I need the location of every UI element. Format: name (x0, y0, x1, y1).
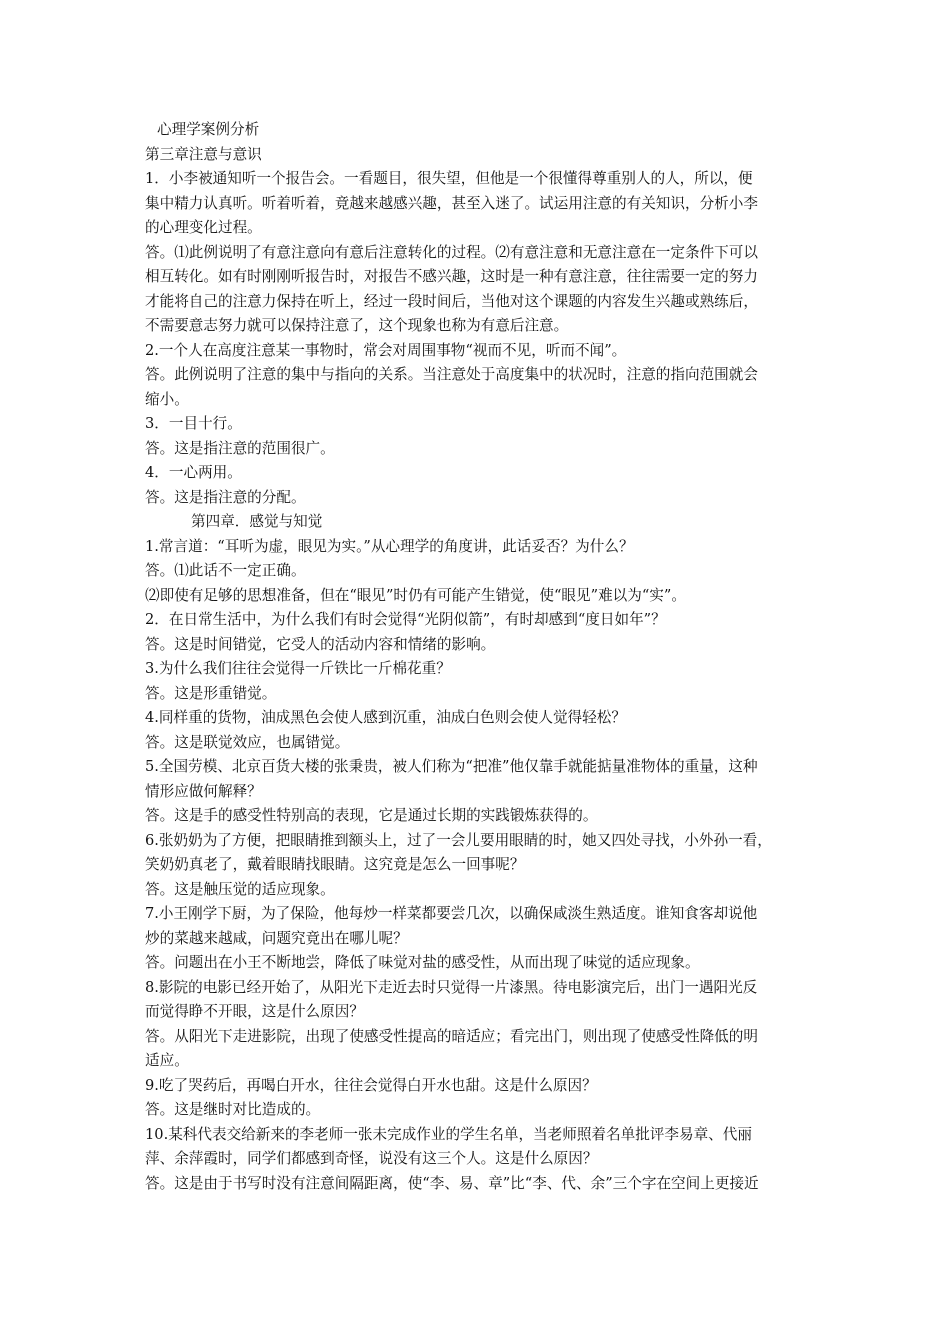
text-line: 答。这是指注意的范围很广。 (145, 439, 335, 457)
text-line: 相互转化。如有时刚刚听报告时，对报告不感兴趣，这时是一种有意注意，往往需要一定的努力 (145, 268, 758, 285)
chapter-heading-4: 第四章．感觉与知觉 (191, 513, 323, 530)
text-line: 才能将自己的注意力保持在听上，经过一段时间后，当他对这个课题的内容发生兴趣或熟练后， (145, 292, 758, 310)
text-line: 2.一个人在高度注意某一事物时，常会对周围事物“视而不见，听而不闻”。 (145, 341, 627, 359)
text-line: 2．在日常生活中，为什么我们有时会觉得“光阴似箭”，有时却感到“度日如年”？ (145, 611, 666, 628)
text-line: 答。这是由于书写时没有注意间隔距离，使“李、易、章”比“李、代、余”三个字在空间上更接近 (145, 1174, 759, 1192)
text-line: 情形应做何解释？ (145, 782, 262, 800)
text-line: 答。这是时间错觉，它受人的活动内容和情绪的影响。 (145, 635, 496, 653)
text-line: 3．一目十行。 (145, 415, 242, 432)
document-page (145, 118, 810, 1196)
text-line: 集中精力认真听。听着听着，竟越来越感兴趣，甚至入迷了。试运用注意的有关知识，分析小李 (145, 194, 758, 212)
text-line: 7.小王刚学下厨，为了保险，他每炒一样菜都要尝几次，以确保咸淡生熟适度。谁知食客却说他 (145, 905, 758, 922)
chapter-4-body (145, 535, 810, 1197)
chapter-heading-3: 第三章注意与意识 (145, 145, 262, 163)
text-line: ⑵即使有足够的思想准备，但在“眼见”时仍有可能产生错觉，使“眼见”难以为“实”。 (145, 586, 686, 604)
text-line: 而觉得睁不开眼，这是什么原因？ (145, 1003, 364, 1020)
text-line: 答。这是手的感受性特别高的表现，它是通过长期的实践锻炼获得的。 (145, 807, 598, 824)
text-line: 答。⑴此例说明了有意注意向有意后注意转化的过程。⑵有意注意和无意注意在一定条件下可以 (145, 243, 758, 261)
document-title: 心理学案例分析 (157, 121, 260, 138)
text-line: 答。这是联觉效应，也属错觉。 (145, 733, 350, 751)
text-line: 适应。 (145, 1052, 189, 1069)
text-line: 的心理变化过程。 (145, 219, 262, 236)
text-line: 6.张奶奶为了方便，把眼睛推到额头上，过了一会儿要用眼睛的时，她又四处寻找，小外孙一看， (145, 831, 772, 849)
text-line: 答。问题出在小王不断地尝，降低了味觉对盐的感受性，从而出现了味觉的适应现象。 (145, 954, 700, 971)
text-line: 4.同样重的货物，油成黑色会使人感到沉重，油成白色则会使人觉得轻松？ (145, 709, 626, 726)
text-line: 8.影院的电影已经开始了，从阳光下走近去时只觉得一片漆黑。待电影演完后，出门一遇阳光反 (145, 978, 758, 996)
text-line: 1．小李被通知听一个报告会。一看题目，很失望，但他是一个很懂得尊重别人的人，所以，便 (145, 170, 753, 187)
text-line: 1.常言道：“耳听为虚，眼见为实。”从心理学的角度讲，此话妥否？为什么？ (145, 537, 634, 555)
chapter-3-body (145, 167, 810, 510)
text-line: 缩小。 (145, 390, 189, 408)
text-line: 4．一心两用。 (145, 464, 242, 481)
text-line: 不需要意志努力就可以保持注意了，这个现象也称为有意后注意。 (145, 317, 569, 334)
text-line: 炒的菜越来越咸，问题究竟出在哪儿呢？ (145, 929, 408, 947)
text-line: 答。这是触压觉的适应现象。 (145, 880, 335, 898)
text-line: 9.吃了哭药后，再喝白开水，往往会觉得白开水也甜。这是什么原因？ (145, 1076, 597, 1094)
text-line: 答。这是指注意的分配。 (145, 488, 306, 506)
text-line: 3.为什么我们往往会觉得一斤铁比一斤棉花重？ (145, 660, 451, 677)
text-line: 答。⑴此话不一定正确。 (145, 562, 306, 579)
text-line: 答。这是形重错觉。 (145, 684, 277, 702)
text-line: 答。从阳光下走进影院，出现了使感受性提高的暗适应；看完出门，则出现了使感受性降低的明 (145, 1027, 758, 1045)
text-line: 答。这是继时对比造成的。 (145, 1101, 321, 1118)
text-line: 笑奶奶真老了，戴着眼睛找眼睛。这究竟是怎么一回事呢？ (145, 856, 525, 873)
text-line: 萍、余萍霞时，同学们都感到奇怪，说没有这三个人。这是什么原因？ (145, 1150, 598, 1167)
text-line: 5.全国劳模、北京百货大楼的张秉贵，被人们称为“把准”他仅靠手就能掂量准物体的重量，这种 (145, 758, 758, 775)
text-line: 答。此例说明了注意的集中与指向的关系。当注意处于高度集中的状况时，注意的指向范围就会 (145, 366, 758, 383)
text-line: 10.某科代表交给新来的李老师一张未完成作业的学生名单，当老师照着名单批评李易章、代丽 (145, 1125, 752, 1143)
